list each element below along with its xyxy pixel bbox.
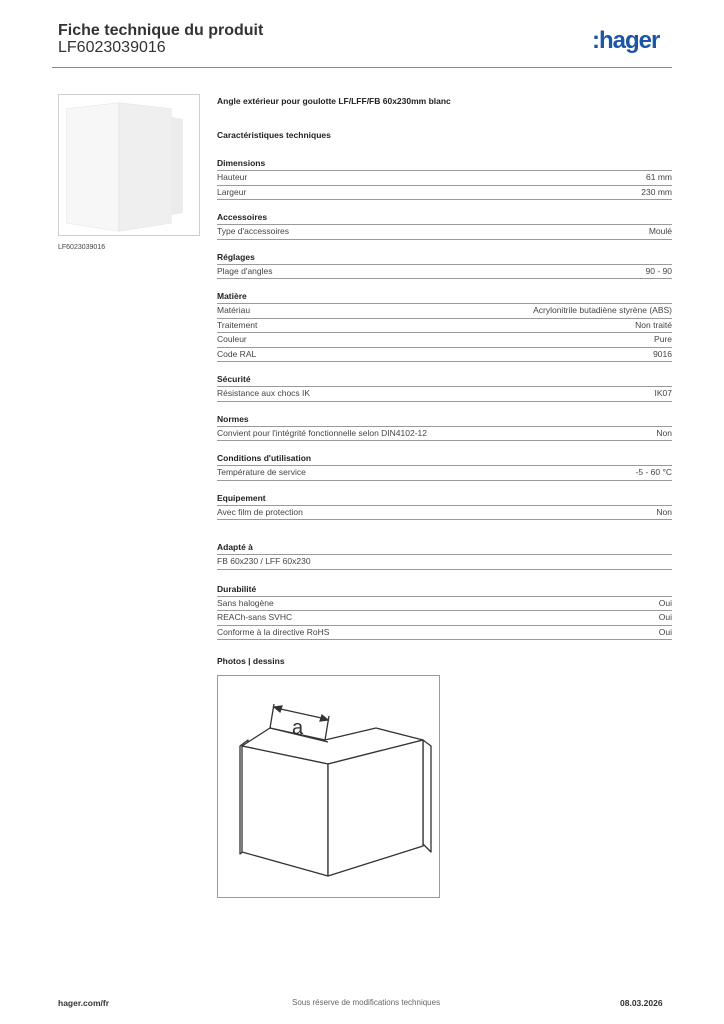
spec-value: 230 mm	[641, 186, 672, 197]
section-title: Adapté à	[217, 542, 672, 555]
spec-label: Couleur	[217, 334, 247, 344]
section-title: Accessoires	[217, 212, 672, 225]
spec-row	[217, 265, 672, 280]
photos-heading: Photos | dessins	[217, 656, 285, 666]
section-conditions	[217, 453, 672, 481]
section-title: Sécurité	[217, 374, 672, 387]
spec-value: Oui	[658, 597, 672, 608]
spec-row	[217, 611, 672, 626]
section-safety	[217, 374, 672, 402]
spec-value: Pure	[654, 334, 672, 344]
spec-value: Non	[656, 427, 672, 438]
header-divider	[52, 67, 672, 68]
spec-label: Type d'accessoires	[217, 226, 290, 236]
product-name: Angle extérieur pour goulotte LF/LFF/FB 60x230mm blanc	[217, 96, 451, 106]
section-title: Conditions d'utilisation	[217, 453, 672, 466]
section-adapted	[217, 542, 672, 570]
spec-label: Plage d'angles	[217, 265, 273, 276]
spec-row	[217, 597, 672, 612]
section-title: Dimensions	[217, 158, 672, 171]
spec-label: Matériau	[217, 305, 251, 315]
footer-disclaimer: Sous réserve de modifications techniques	[292, 998, 441, 1007]
spec-value: Acrylonitrile butadiène styrène (ABS)	[533, 305, 672, 315]
spec-row	[217, 466, 672, 481]
footer-date: 08.03.2026	[620, 998, 663, 1008]
spec-label: Largeur	[217, 186, 247, 197]
spec-value: Moulé	[648, 226, 672, 236]
spec-label: Traitement	[217, 319, 258, 330]
spec-value: 61 mm	[646, 172, 672, 182]
section-title: Normes	[217, 414, 672, 427]
spec-label: FB 60x230 / LFF 60x230	[217, 556, 311, 566]
section-title: Durabilité	[217, 584, 672, 597]
spec-label: REACh-sans SVHC	[217, 612, 293, 622]
spec-row	[217, 186, 672, 201]
page-title: Fiche technique du produit	[58, 22, 264, 39]
section-equipment	[217, 493, 672, 521]
section-durability	[217, 584, 672, 641]
technical-drawing	[217, 675, 440, 898]
tech-heading: Caractéristiques techniques	[217, 130, 331, 140]
spec-label: Convient pour l'intégrité fonctionnelle selon DIN4102-12	[217, 427, 428, 438]
spec-value: 9016	[653, 348, 672, 359]
spec-value: Non traité	[635, 319, 672, 330]
spec-value: IK07	[654, 388, 672, 398]
spec-value: 90 - 90	[645, 265, 672, 276]
product-reference: LF6023039016	[58, 39, 166, 56]
spec-row	[217, 225, 672, 240]
section-title: Matière	[217, 291, 672, 304]
section-material	[217, 291, 672, 362]
section-title: Réglages	[217, 252, 672, 265]
footer-website[interactable]: hager.com/fr	[58, 998, 110, 1008]
spec-value: -5 - 60 °C	[635, 467, 672, 477]
spec-row	[217, 304, 672, 319]
section-settings	[217, 252, 672, 280]
spec-row	[217, 555, 672, 570]
dimension-label: a	[292, 717, 304, 739]
spec-value: Oui	[658, 626, 672, 637]
spec-value: Oui	[658, 612, 672, 622]
section-title: Equipement	[217, 493, 672, 506]
spec-row	[217, 427, 672, 442]
section-dimensions	[217, 158, 672, 200]
product-photo-caption: LF6023039016	[58, 244, 106, 251]
spec-row	[217, 626, 672, 641]
product-photo	[58, 94, 200, 236]
spec-label: Code RAL	[217, 348, 257, 359]
spec-row	[217, 333, 672, 348]
spec-label: Conforme à la directive RoHS	[217, 626, 330, 637]
spec-row	[217, 171, 672, 186]
spec-label: Hauteur	[217, 172, 248, 182]
spec-row	[217, 319, 672, 334]
spec-label: Résistance aux chocs IK	[217, 388, 311, 398]
spec-row	[217, 506, 672, 521]
spec-value: Non	[656, 506, 672, 517]
spec-row	[217, 387, 672, 402]
section-standards	[217, 414, 672, 442]
corner-drawing	[218, 676, 439, 897]
hager-logo: :hager	[592, 27, 660, 54]
specifications	[217, 96, 672, 640]
section-accessories	[217, 212, 672, 240]
spec-label: Température de service	[217, 467, 306, 477]
spec-row	[217, 348, 672, 363]
product-photo-graphic	[59, 95, 199, 235]
spec-label: Avec film de protection	[217, 506, 303, 517]
spec-label: Sans halogène	[217, 597, 274, 608]
